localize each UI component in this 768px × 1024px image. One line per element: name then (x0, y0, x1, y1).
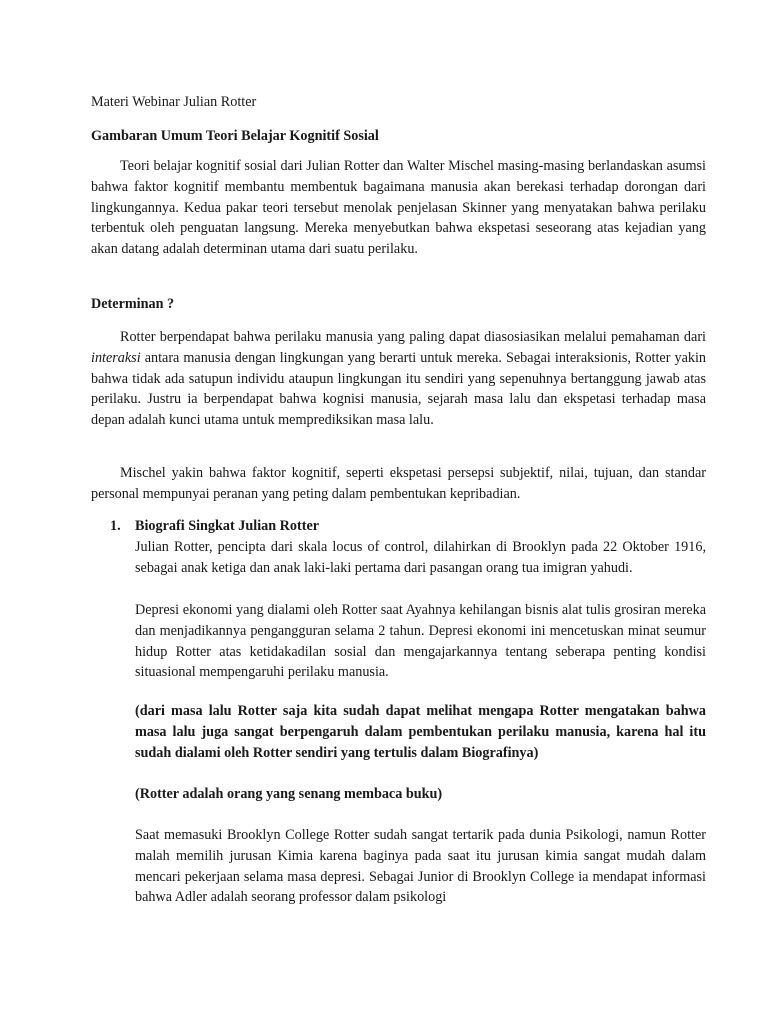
section-heading: Gambaran Umum Teori Belajar Kognitif Sosial (91, 128, 379, 144)
biography-paragraph-depression: Depresi ekonomi yang dialami oleh Rotter saat Ayahnya kehilangan bisnis alat tulis grosiran mereka dan menjadikannya pengangguran selama 2 tahun. Depresi ekonomi ini mencetuskan minat seumur hidup Rotter atas ketidakadilan sosial dan mengajarkannya tentang seberapa penting kondisi situasional mempengaruhi perilaku manusia. (135, 602, 706, 681)
biography-paragraph-birth: Julian Rotter, pencipta dari skala locus of control, dilahirkan di Brooklyn pada 22 Oktober 1916, sebagai anak ketiga dan anak laki-laki pertama dari pasangan orang tua imigran yahudi. (135, 539, 706, 576)
biography-note-past: (dari masa lalu Rotter saja kita sudah dapat melihat mengapa Rotter mengatakan bahwa masa lalu juga sangat berpengaruh dalam pembentukan perilaku manusia, karena hal itu sudah dialami oleh Rotter sendiri yang tertulis dalam Biografinya) (135, 703, 706, 761)
paragraph-mischel: Mischel yakin bahwa faktor kognitif, seperti ekspetasi persepsi subjektif, nilai, tujuan, dan standar personal mempunyai peranan yang peting dalam pembentukan kepribadian. (91, 465, 706, 502)
paragraph-interaction-text-b: antara manusia dengan lingkungan yang berarti untuk mereka. Sebagai interaksionis, Rotter yakin bahwa tidak ada satupun individu ataupun lingkungan itu sendiri yang sepenuhnya bertanggung jawab atas perilaku. Justru ia berpendapat bahwa kognisi manusia, sejarah masa lalu dan ekspetasi terhadap masa depan adalah kunci utama untuk memprediksikan masa lalu. (91, 349, 706, 429)
determinant-heading: Determinan ? (91, 296, 175, 312)
list-item-number: 1. (110, 518, 121, 534)
biography-paragraph-college: Saat memasuki Brooklyn College Rotter sudah sangat tertarik pada dunia Psikologi, namun Rotter malah memilih jurusan Kimia karena baginya pada saat itu jurusan kimia sangat mudah dalam mencari pekerjaan selama masa depresi. Sebagai Junior di Brooklyn College ia mendapat informasi bahwa Adler adalah seorang professor dalam psikologi (135, 827, 706, 906)
paragraph-interaction (91, 327, 706, 431)
italic-term-interaksi: interaksi (91, 349, 141, 366)
document-title: Materi Webinar Julian Rotter (91, 94, 257, 110)
biography-note-reading: (Rotter adalah orang yang senang membaca buku) (135, 786, 443, 802)
paragraph-intro: Teori belajar kognitif sosial dari Julian Rotter dan Walter Mischel masing-masing berlandaskan asumsi bahwa faktor kognitif membantu membentuk bagaimana manusia akan berekasi terhadap dorongan dari lingkungannya. Kedua pakar teori tersebut menolak penjelasan Skinner yang menyatakan bahwa perilaku terbentuk oleh penguatan langsung. Mereka menyebutkan bahwa ekspetasi seseorang atas kejadian yang akan datang adalah determinan utama dari suatu perilaku. (91, 158, 706, 258)
paragraph-interaction-text-a: Rotter berpendapat bahwa perilaku manusia yang paling dapat diasosiasikan melalui pemahaman dari (120, 329, 706, 345)
biography-heading: Biografi Singkat Julian Rotter (135, 518, 320, 534)
